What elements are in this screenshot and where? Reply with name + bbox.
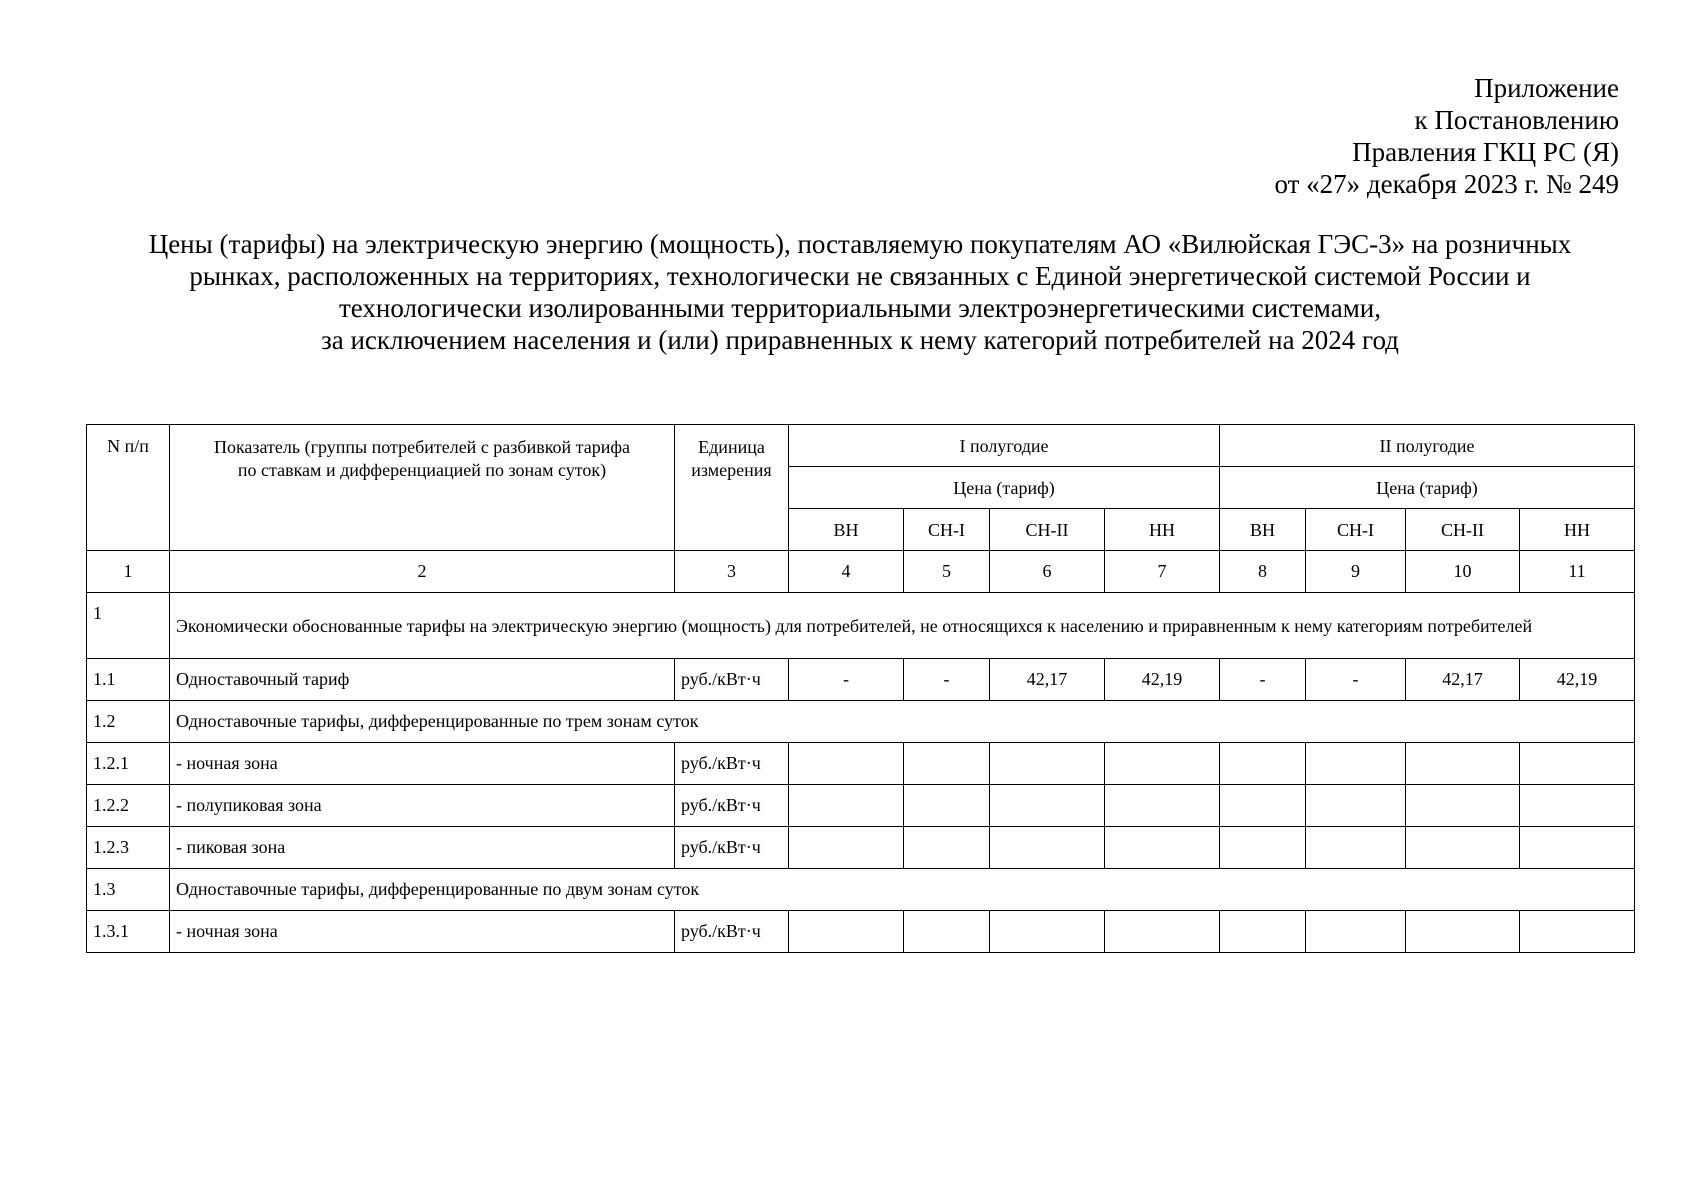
tariff-value: - <box>904 659 990 701</box>
row-unit: руб./кВт·ч <box>675 659 789 701</box>
row-num: 1.3 <box>87 869 170 911</box>
tariff-value: - <box>1306 659 1406 701</box>
empty-cell <box>1105 911 1220 953</box>
header-level: НН <box>1105 509 1220 551</box>
empty-cell <box>1406 785 1520 827</box>
tariff-value: 42,17 <box>1406 659 1520 701</box>
row-name: - ночная зона <box>170 743 675 785</box>
column-number: 6 <box>990 551 1105 593</box>
empty-cell <box>1105 743 1220 785</box>
row-unit: руб./кВт·ч <box>675 827 789 869</box>
column-number: 7 <box>1105 551 1220 593</box>
column-number-row <box>87 551 1635 593</box>
title-line-4: за исключением населения и (или) приравненных к нему категорий потребителей на 2024 год <box>321 325 1399 355</box>
appendix-line-3: Правления ГКЦ РС (Я) <box>1352 137 1619 167</box>
row-num: 1 <box>87 593 170 659</box>
column-number: 11 <box>1520 551 1635 593</box>
appendix-line-4: от «27» декабря 2023 г. № 249 <box>1274 169 1619 199</box>
row-name: - пиковая зона <box>170 827 675 869</box>
empty-cell <box>1520 827 1635 869</box>
header-level: ВН <box>1220 509 1306 551</box>
header-unit <box>675 425 789 551</box>
tariff-value: 42,19 <box>1105 659 1220 701</box>
header-row-1 <box>87 425 1635 467</box>
empty-cell <box>1406 827 1520 869</box>
row-section-title: Одноставочные тарифы, дифференцированные по трем зонам суток <box>170 701 1635 743</box>
header-price-1: Цена (тариф) <box>789 467 1220 509</box>
header-num-label: N п/п <box>107 436 149 456</box>
header-price-2: Цена (тариф) <box>1220 467 1635 509</box>
empty-cell <box>904 785 990 827</box>
row-unit: руб./кВт·ч <box>675 785 789 827</box>
row-section-title: Экономически обоснованные тарифы на электрическую энергию (мощность) для потребителей, не относящихся к населению и приравненным к нему категориям потребителей <box>170 593 1635 659</box>
row-section-title: Одноставочные тарифы, дифференцированные по двум зонам суток <box>170 869 1635 911</box>
header-indicator <box>170 425 675 551</box>
header-half-1: I полугодие <box>789 425 1220 467</box>
column-number: 8 <box>1220 551 1306 593</box>
header-num <box>87 425 170 551</box>
header-level: СН-I <box>904 509 990 551</box>
table-row <box>87 593 1635 659</box>
empty-cell <box>990 785 1105 827</box>
empty-cell <box>904 827 990 869</box>
table-row <box>87 785 1635 827</box>
empty-cell <box>789 827 904 869</box>
appendix-line-1: Приложение <box>1474 73 1619 103</box>
column-number: 10 <box>1406 551 1520 593</box>
header-unit-line-2: измерения <box>691 460 772 480</box>
header-unit-line-1: Единица <box>698 437 765 457</box>
header-level: СН-II <box>1406 509 1520 551</box>
empty-cell <box>1406 911 1520 953</box>
appendix-line-2: к Постановлению <box>1414 105 1619 135</box>
tariff-table <box>86 424 1635 953</box>
column-number: 1 <box>87 551 170 593</box>
table-row <box>87 869 1635 911</box>
row-unit: руб./кВт·ч <box>675 743 789 785</box>
row-name: - ночная зона <box>170 911 675 953</box>
table-row <box>87 659 1635 701</box>
empty-cell <box>1306 827 1406 869</box>
header-level: СН-I <box>1306 509 1406 551</box>
header-half-2: II полугодие <box>1220 425 1635 467</box>
title-line-3: технологически изолированными территориальными электроэнергетическими системами, <box>339 293 1381 323</box>
header-level: НН <box>1520 509 1635 551</box>
empty-cell <box>990 911 1105 953</box>
empty-cell <box>904 743 990 785</box>
empty-cell <box>1306 911 1406 953</box>
empty-cell <box>1406 743 1520 785</box>
empty-cell <box>1105 785 1220 827</box>
empty-cell <box>904 911 990 953</box>
header-indicator-line-2: по ставкам и дифференциацией по зонам суток) <box>237 460 607 480</box>
table-row <box>87 743 1635 785</box>
empty-cell <box>1220 827 1306 869</box>
column-number: 9 <box>1306 551 1406 593</box>
empty-cell <box>1520 911 1635 953</box>
table-row <box>87 827 1635 869</box>
table-row <box>87 701 1635 743</box>
column-number: 4 <box>789 551 904 593</box>
title-line-1: Цены (тарифы) на электрическую энергию (мощность), поставляемую покупателям АО «Вилюйская ГЭС-3» на розничных <box>148 229 1572 259</box>
tariff-value: - <box>789 659 904 701</box>
empty-cell <box>1520 785 1635 827</box>
empty-cell <box>1220 911 1306 953</box>
row-name: Одноставочный тариф <box>170 659 675 701</box>
tariff-value: 42,19 <box>1520 659 1635 701</box>
appendix-header <box>1274 72 1619 200</box>
column-number: 3 <box>675 551 789 593</box>
empty-cell <box>990 827 1105 869</box>
empty-cell <box>1520 743 1635 785</box>
row-num: 1.2.2 <box>87 785 170 827</box>
row-num: 1.2.3 <box>87 827 170 869</box>
empty-cell <box>1105 827 1220 869</box>
document-title <box>60 228 1660 356</box>
empty-cell <box>990 743 1105 785</box>
row-unit: руб./кВт·ч <box>675 911 789 953</box>
column-number: 2 <box>170 551 675 593</box>
empty-cell <box>789 785 904 827</box>
column-number: 5 <box>904 551 990 593</box>
header-level: ВН <box>789 509 904 551</box>
row-name: - полупиковая зона <box>170 785 675 827</box>
empty-cell <box>1220 743 1306 785</box>
row-num: 1.1 <box>87 659 170 701</box>
tariff-value: 42,17 <box>990 659 1105 701</box>
title-line-2: рынках, расположенных на территориях, технологически не связанных с Единой энергетической системой России и <box>189 261 1531 291</box>
row-num: 1.2.1 <box>87 743 170 785</box>
header-indicator-line-1: Показатель (группы потребителей с разбивкой тарифа <box>213 437 631 457</box>
empty-cell <box>1306 785 1406 827</box>
empty-cell <box>789 743 904 785</box>
tariff-value: - <box>1220 659 1306 701</box>
row-num: 1.3.1 <box>87 911 170 953</box>
empty-cell <box>1220 785 1306 827</box>
empty-cell <box>789 911 904 953</box>
empty-cell <box>1306 743 1406 785</box>
table-row <box>87 911 1635 953</box>
header-level: СН-II <box>990 509 1105 551</box>
row-num: 1.2 <box>87 701 170 743</box>
